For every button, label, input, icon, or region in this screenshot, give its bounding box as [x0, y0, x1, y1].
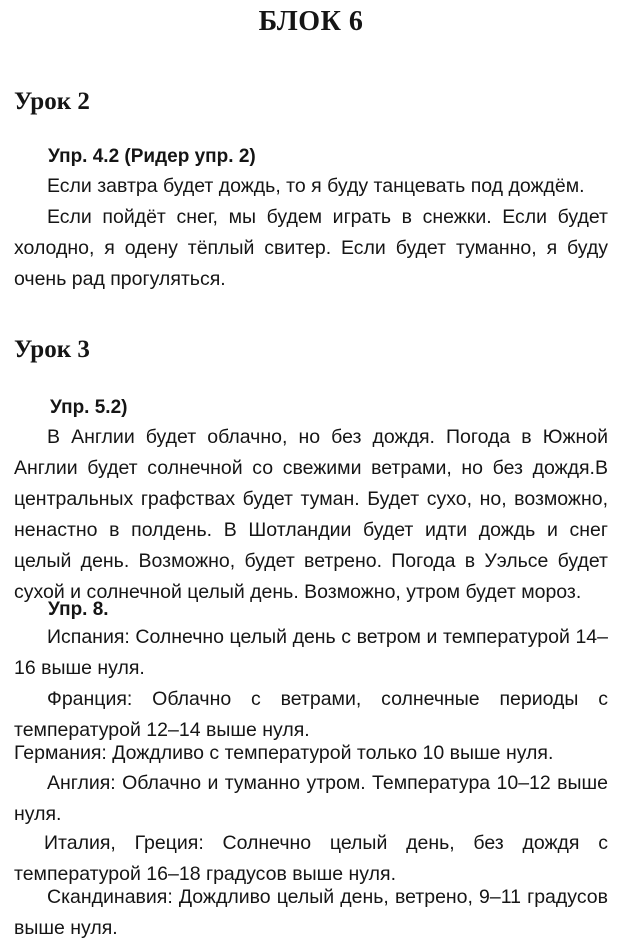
- exercise-8-scandinavia: Скандинавия: Дождливо целый день, ветрено, 9–11 градусов выше нуля.: [14, 886, 608, 939]
- exercise-title-8: Упр. 8.: [48, 599, 109, 620]
- block-title: БЛОК 6: [258, 6, 364, 37]
- exercise-8-spain: Испания: Солнечно целый день с ветром и температурой 14–16 выше нуля.: [14, 626, 608, 679]
- exercise-8-england: Англия: Облачно и туманно утром. Температура 10–12 выше нуля.: [14, 772, 608, 825]
- lesson-title-3: Урок 3: [14, 336, 90, 363]
- exercise-4-2-paragraph-1: Если завтра будет дождь, то я буду танцевать под дождём.: [47, 175, 585, 197]
- exercise-title-4-2: Упр. 4.2 (Ридер упр. 2): [48, 146, 256, 167]
- exercise-8-italy-greece: Италия, Греция: Солнечно целый день, без дождя с температурой 16–18 градусов выше нуля.: [14, 832, 608, 885]
- lesson-title-2: Урок 2: [14, 88, 90, 115]
- exercise-8-france: Франция: Облачно с ветрами, солнечные периоды с температурой 12–14 выше нуля.: [14, 688, 608, 741]
- exercise-5-2-paragraph: В Англии будет облачно, но без дождя. Погода в Южной Англии будет солнечной со свежими ветрами, но без дождя.В центральных графствах будет туман. Будет сухо, но, возможно, ненастно в полдень. В Шотландии будет идти дождь и снег целый день. Возможно, будет ветрено. Погода в Уэльсе будет сухой и солнечной целый день. Возможно, утром будет мороз.: [14, 426, 608, 603]
- exercise-title-5-2: Упр. 5.2): [50, 397, 128, 418]
- exercise-4-2-paragraph-2: Если пойдёт снег, мы будем играть в снежки. Если будет холодно, я одену тёплый свитер. Если будет туманно, я буду очень рад прогуляться.: [14, 206, 608, 290]
- exercise-8-germany: Германия: Дождливо с температурой только 10 выше нуля.: [14, 742, 554, 764]
